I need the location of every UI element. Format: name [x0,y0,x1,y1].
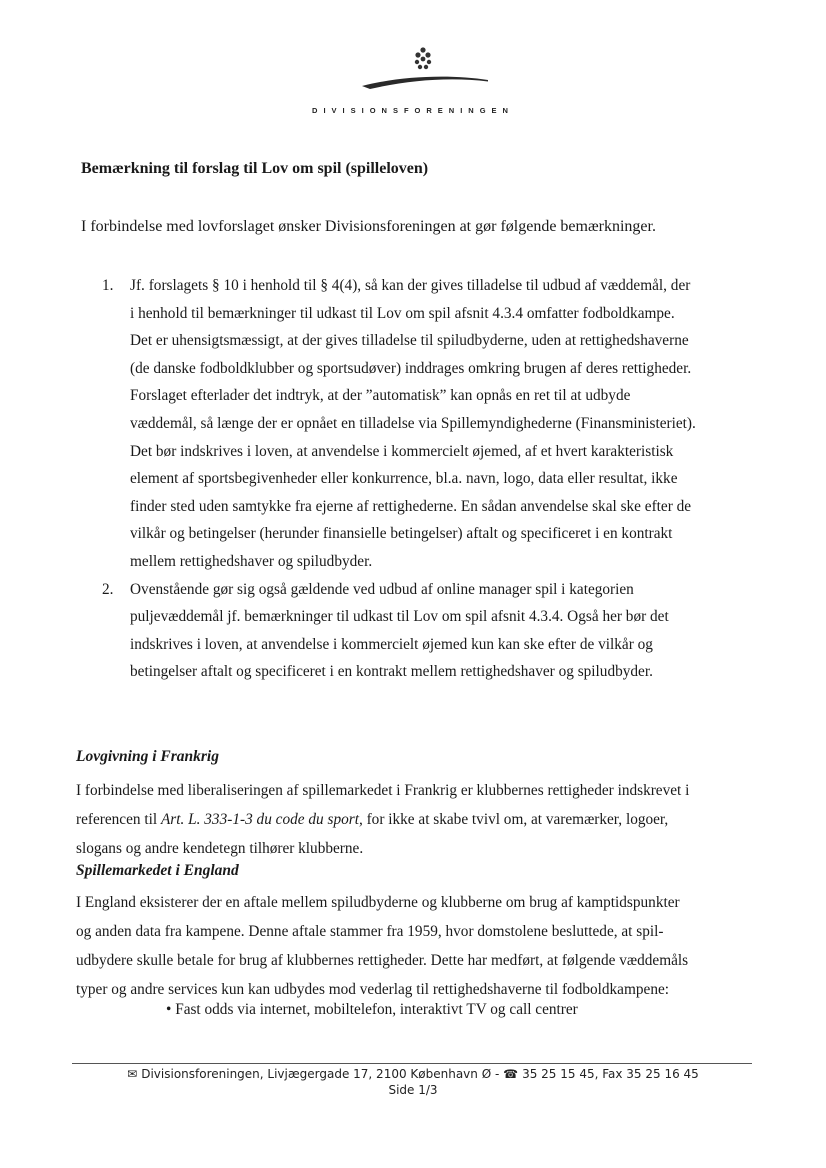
phone-icon: ☎ [503,1067,519,1081]
law-reference: Art. L. 333-1-3 du code du sport, [160,811,363,828]
england-line: udbydere skulle betale for brug af klubbernes rettigheder. Dette har medført, at følgende væddemåls [76,952,689,969]
bullet-icon: • [166,1001,176,1018]
remarks-list [102,272,762,686]
remark-line: Ovenstående gør sig også gældende ved udbud af online manager spil i kategorien [130,580,634,598]
remark-number: 1. [102,277,114,294]
remark-line: Jf. forslagets § 10 i henhold til § 4(4), så kan der gives tilladelse til udbud af væddemål, der [130,277,691,294]
logo-swoosh [362,77,488,89]
page-number: Side 1/3 [388,1083,438,1097]
remark-item-1 [102,272,762,576]
france-line: I forbindelse med liberaliseringen af spillemarkedet i Frankrig er klubbernes rettigheder indskrevet i [76,782,690,799]
remark-line: finder sted uden samtykke fra ejerne af rettighederne. En sådan anvendelse skal ske efter de [130,497,692,515]
logo-mark-icon [415,47,431,69]
england-bullet-item [166,1001,578,1019]
remark-line: Det bør indskrives i loven, at anvendelse i kommercielt øjemed, af et hvert karakteristisk [130,442,674,460]
england-line: typer og andre services kun kan udbydes mod vederlag til rettighedshaverne til fodboldkampene: [76,981,670,998]
org-logo [340,44,500,104]
remark-line: væddemål, så længe der er opnået en tilladelse via Spillemyndighederne (Finansministeriet). [130,414,696,432]
footer-contact-line [0,1066,826,1082]
remark-line: i henhold til bemærkninger til udkast til Lov om spil afsnit 4.3.4 omfatter fodboldkampe. [130,304,675,322]
remark-line: puljevæddemål jf. bemærkninger til udkast til Lov om spil afsnit 4.3.4. Også her bør det [130,608,669,626]
remark-line: indskrives i loven, at anvendelse i kommercielt øjemed kun kan ske efter de vilkår og [130,635,653,653]
remark-line: Det er uhensigtsmæssigt, at der gives tilladelse til spiludbyderne, uden at rettighedshaverne [130,332,689,350]
france-line: slogans og andre kendetegn tilhører klubberne. [76,840,364,857]
england-paragraph [76,888,766,1004]
document-title: Bemærkning til forslag til Lov om spil (spilleloven) [81,160,429,177]
page-footer [0,1066,826,1098]
england-line: og anden data fra kampene. Denne aftale stammer fra 1959, hvor domstolene besluttede, at spil- [76,923,664,940]
remark-line: mellem rettighedshaver og spiludbyder. [130,552,373,570]
footer-phone-fax: 35 25 15 45, Fax 35 25 16 45 [522,1067,699,1081]
mail-icon: ✉ [127,1067,138,1081]
org-wordmark: DIVISIONSFORENINGEN [312,106,514,115]
remark-line: (de danske fodboldklubber og sportsudøver) inddrages omkring brugen af deres rettigheder. [130,359,692,377]
france-line-text: for ikke at skabe tvivl om, at varemærker, logoer, [362,811,669,828]
england-line: I England eksisterer der en aftale mellem spiludbyderne og klubberne om brug af kamptidspunkter [76,894,680,911]
remark-line: betingelser aftalt og specificeret i en kontrakt mellem rettighedshaver og spiludbyder. [130,663,653,681]
remark-number: 2. [102,580,114,598]
france-paragraph [76,776,766,863]
remark-line: Forslaget efterlader det indtryk, at der ”automatisk” kan opnås en ret til at udbyde [130,387,631,405]
section-heading-france: Lovgivning i Frankrig [76,748,219,765]
bullet-text: Fast odds via internet, mobiltelefon, interaktivt TV og call centrer [175,1001,578,1018]
france-line-text: referencen til [76,811,161,828]
document-intro: I forbindelse med lovforslaget ønsker Divisionsforeningen at gør følgende bemærkninger. [81,218,656,235]
remark-item-2 [102,576,762,686]
footer-address: Divisionsforeningen, Livjægergade 17, 2100 København Ø - [141,1067,500,1081]
remark-line: element af sportsbegivenheder eller konkurrence, bl.a. navn, logo, data eller resultat, ikke [130,470,678,488]
france-line [76,805,766,834]
footer-divider [72,1063,752,1064]
remark-line: vilkår og betingelser (herunder finansielle betingelser) aftalt og specificeret i en kontrakt [130,525,673,543]
section-heading-england: Spillemarkedet i England [76,862,239,879]
